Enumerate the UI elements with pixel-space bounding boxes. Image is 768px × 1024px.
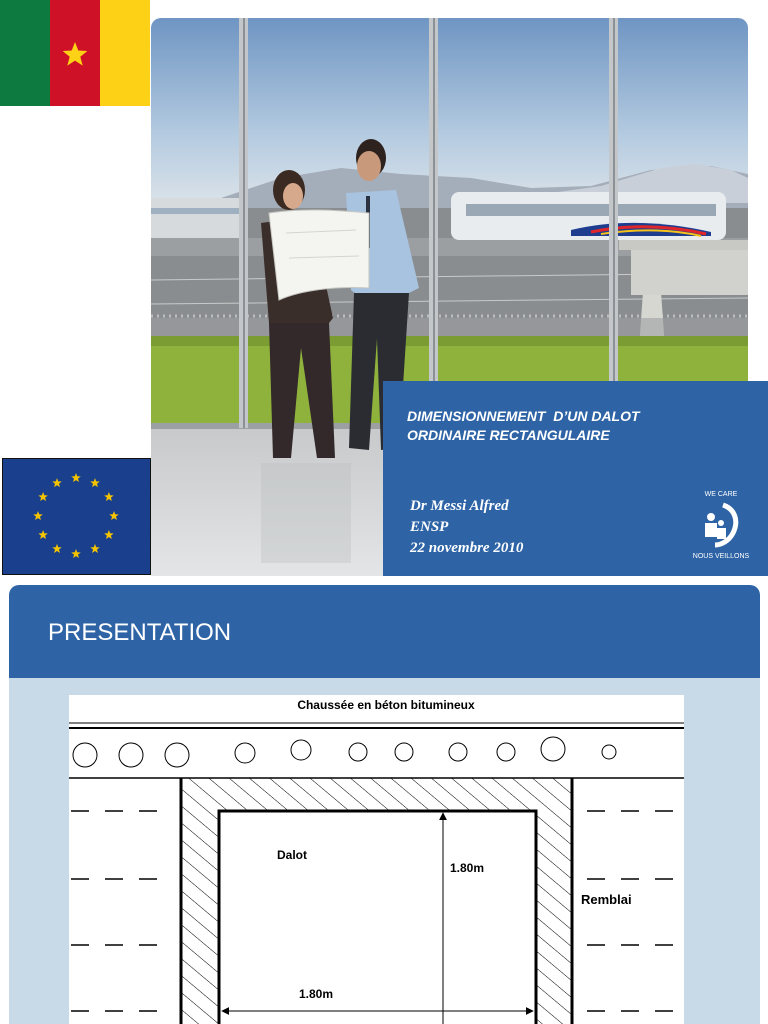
width-dimension-label: 1.80m — [299, 987, 334, 1001]
european-union-flag — [2, 458, 151, 575]
cameroon-flag — [0, 0, 150, 106]
people-icon — [701, 501, 741, 549]
title-panel — [383, 381, 768, 576]
slide-body — [9, 678, 760, 1024]
presentation-slide — [0, 582, 768, 1024]
slide-header — [9, 585, 760, 678]
culvert-diagram — [69, 695, 684, 1024]
author-block — [410, 496, 523, 559]
culvert-label: Dalot — [277, 848, 307, 862]
road-label: Chaussée en béton bitumineux — [297, 698, 475, 712]
gravel-layer — [73, 737, 616, 767]
star-icon — [61, 40, 89, 68]
fill-label: Remblai — [581, 892, 632, 907]
presentation-date: 22 novembre 2010 — [410, 540, 524, 556]
institution: ENSP — [410, 519, 449, 535]
slide-heading: PRESENTATION — [48, 619, 232, 646]
presentation-title: DIMENSIONNEMENT D’UN DALOT ORDINAIRE RECTANGULAIRE — [407, 408, 640, 443]
height-dimension-label: 1.80m — [450, 861, 485, 875]
we-care-logo: WE CARE NOUS VEILLONS — [692, 491, 750, 560]
author-name: Dr Messi Alfred — [410, 498, 509, 514]
